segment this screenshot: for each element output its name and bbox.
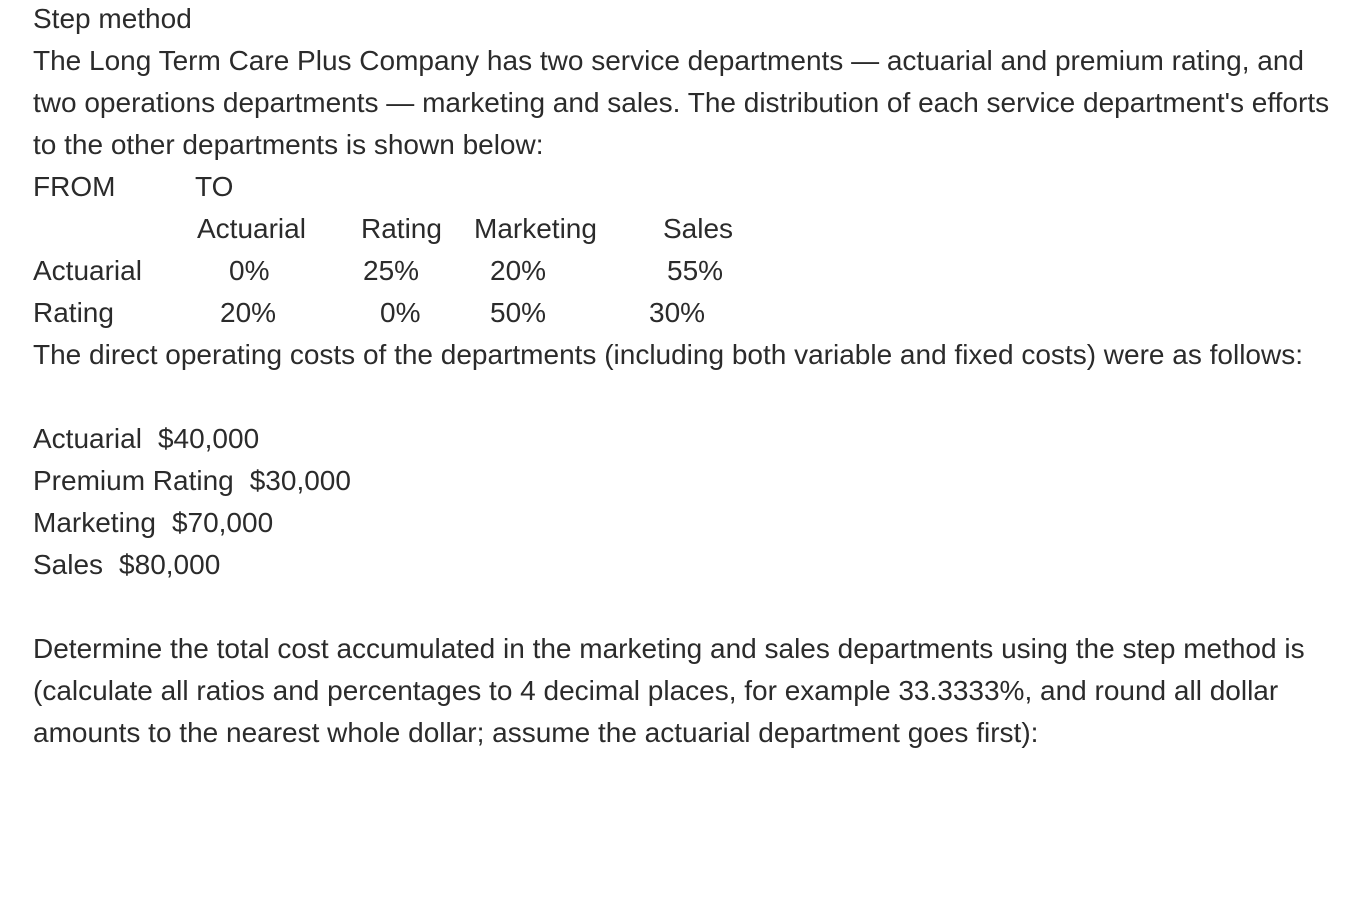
cost-name: Sales <box>33 549 104 580</box>
row-label: Actuarial <box>33 255 142 286</box>
question-paragraph: Determine the total cost accumulated in the marketing and sales departments using the step method is (calculate all ratios and percentages to 4 decimal places, for example 33.3333%, and round all dollar amounts to the nearest whole dollar; assume the actuarial department goes first): <box>33 633 1305 748</box>
document-body <box>33 0 1333 754</box>
cost-amount: $80,000 <box>119 549 221 580</box>
table-cell: 20% <box>490 255 547 286</box>
to-label: TO <box>195 171 234 202</box>
costs-intro-paragraph: The direct operating costs of the departments (including both variable and fixed costs) were as follows: <box>33 339 1303 370</box>
distribution-row-rating <box>33 292 1333 334</box>
document-title: Step method <box>33 3 192 34</box>
intro-paragraph: The Long Term Care Plus Company has two service departments — actuarial and premium rating, and two operations departments — marketing and sales. The distribution of each service department's efforts to the other departments is shown below: <box>33 45 1330 160</box>
table-cell: 20% <box>220 297 277 328</box>
table-cell: 50% <box>490 297 547 328</box>
column-header-actuarial: Actuarial <box>197 213 306 244</box>
distribution-row-actuarial <box>33 250 1333 292</box>
cost-amount: $70,000 <box>171 507 274 538</box>
column-header-marketing: Marketing <box>474 213 597 244</box>
table-cell: 25% <box>363 255 420 286</box>
table-cell: 30% <box>649 297 706 328</box>
cost-row-marketing <box>33 502 1333 544</box>
table-cell: 55% <box>667 255 724 286</box>
column-header-rating: Rating <box>361 213 442 244</box>
cost-row-premium-rating <box>33 460 1333 502</box>
cost-name: Premium Rating <box>33 465 234 496</box>
column-header-sales: Sales <box>663 213 734 244</box>
distribution-columns-row <box>33 208 1333 250</box>
table-cell: 0% <box>380 297 421 328</box>
cost-name: Marketing <box>33 507 156 538</box>
cost-name: Actuarial <box>33 423 142 454</box>
cost-row-sales <box>33 544 1333 586</box>
cost-amount: $40,000 <box>157 423 260 454</box>
from-label: FROM <box>33 171 116 202</box>
distribution-header-row <box>33 166 1333 208</box>
row-label: Rating <box>33 297 114 328</box>
cost-amount: $30,000 <box>249 465 351 496</box>
table-cell: 0% <box>229 255 270 286</box>
cost-row-actuarial <box>33 418 1333 460</box>
